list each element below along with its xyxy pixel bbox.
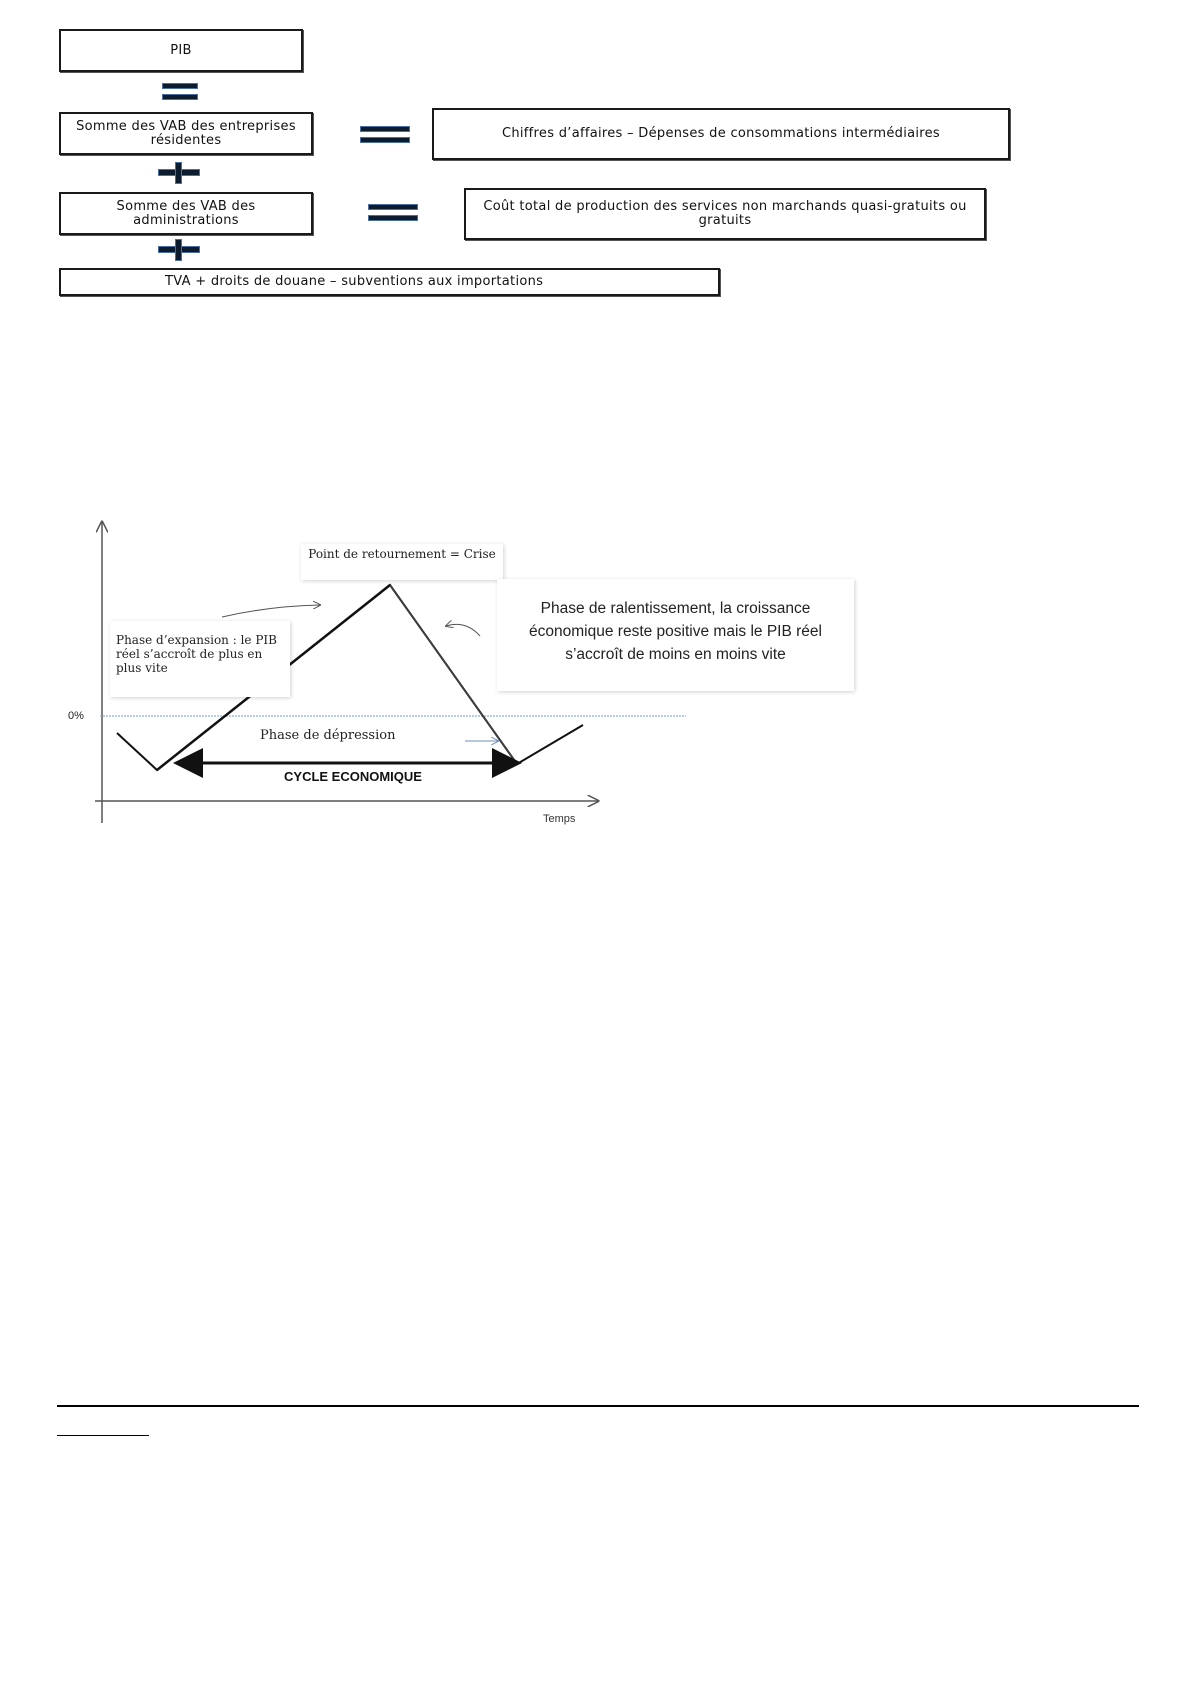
expansion-label: Phase d’expansion : le PIB réel s’accroît de plus en plus vite [116,633,277,675]
slowdown-callout [497,579,854,691]
vab-entreprises-definition: Chiffres d’affaires – Dépenses de consommations intermédiaires [501,126,941,141]
footer-separator [57,1405,1139,1407]
vab-admin-label: Somme des VAB des administrations [116,198,256,228]
zero-label: 0% [68,710,84,722]
vab-admin-definition: Coût total de production des services non marchands quasi-gratuits ou gratuits [483,199,967,228]
taxes-label: TVA + droits de douane – subventions aux importations [165,274,544,289]
crisis-callout [301,544,503,580]
footnote-rule [57,1435,149,1436]
slowdown-label: Phase de ralentissement, la croissance économique reste positive mais le PIB réel s’accroît de moins en moins vite [529,600,822,663]
expansion-pointer-arrow [222,605,320,617]
slowdown-pointer-arrow [446,624,480,636]
pib-label: PIB [170,42,192,58]
cycle-label: CYCLE ECONOMIQUE [284,769,422,784]
crisis-label: Point de retournement = Crise [308,547,496,561]
depression-label: Phase de dépression [260,728,396,743]
vab-entreprises-label: Somme des VAB des entreprises résidentes [76,118,296,148]
depression-callout [250,723,460,751]
x-axis-label: Temps [543,813,576,825]
expansion-callout [110,621,290,697]
